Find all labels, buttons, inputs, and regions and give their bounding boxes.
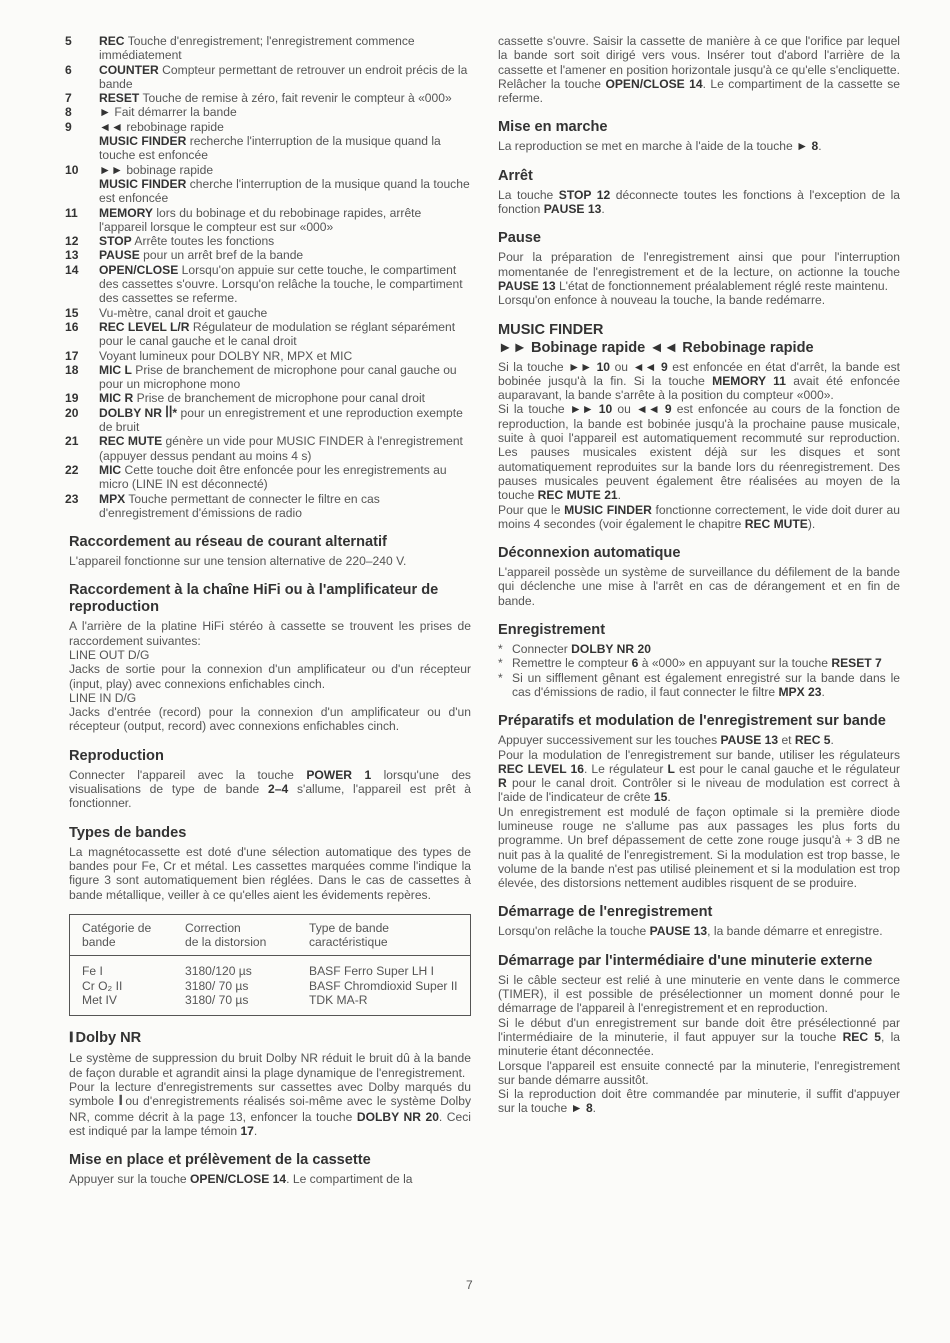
timer-p4: Si la reproduction doit être commandée par minuterie, il suffit d'appuyer sur la touche ► 8. <box>498 1087 900 1116</box>
item-number: 17 <box>65 348 79 363</box>
stop-text: La touche STOP 12 déconnecte toutes les fonctions à l'exception de la fonction PAUSE 13. <box>498 187 900 217</box>
list-item: * Si un sifflement gênant est également enregistré sur la bande dans le cas d'émissions de radio, il faut connecter le filtre MPX 23. <box>498 671 900 700</box>
pause-text-2: Lorsqu'on enfonce à nouveau la touche, la bande redémarre. <box>498 293 826 308</box>
item-number: 12 <box>65 234 79 249</box>
hifi-p5: Jacks d'entrée (record) pour la connexion d'un amplificateur ou d'un récepteur (output, record) avec connexions enfichables cinch. <box>69 705 471 734</box>
item-term: MPX <box>99 491 126 506</box>
item-number: 9 <box>65 119 72 134</box>
tape-types-text: La magnétocassette est doté d'une sélection automatique des types de bandes pour Fe, Cr et métal. Les cassettes marquées comme l'indique la figure 3 sont automatiquement bien réglées. Dans le cas de cassettes à bande métallique, veiller à ce qu'elles aient les évidements repères. <box>69 844 471 902</box>
item-term: MUSIC FINDER <box>99 176 187 191</box>
item-text: Prise de branchement de microphone pour canal droit <box>133 391 426 406</box>
timer-p2: Si le début d'un enregistrement sur bande doit être présélectionné par l'intermédiaire de la minuterie, il faut appuyer sur la touche REC 5, la minuterie étant déconnectée. <box>498 1015 900 1059</box>
hifi-line-in: LINE IN D/G <box>69 690 137 705</box>
heading-tape-types: Types de bandes <box>69 824 187 841</box>
list-item: * Remettre le compteur 6 à «000» en appuyant sur la touche RESET 7 <box>498 656 900 670</box>
list-item <box>65 462 471 492</box>
left-column <box>65 34 471 1187</box>
heading-pause: Pause <box>498 230 541 247</box>
timer-p3: Lorsque l'appareil est ensuite connecté par la minuterie, l'enregistrement sur bande démarre aussitôt. <box>498 1058 900 1087</box>
item-number: 14 <box>65 262 79 277</box>
heading-auto-off: Déconnexion automatique <box>498 545 681 562</box>
heading-timer: Démarrage par l'intermédiaire d'une minuterie externe <box>498 952 873 969</box>
item-term: MIC L <box>99 362 132 377</box>
list-item <box>65 119 471 134</box>
heading-recording: Enregistrement <box>498 622 606 639</box>
auto-off-text: L'appareil possède un système de surveillance du défilement de la bande qui déclenche une mise à l'arrêt en cas de dérangement et en fin de bande. <box>498 565 900 608</box>
heading-stop: Arrêt <box>498 167 533 184</box>
table-header <box>70 915 470 957</box>
table-row: Cr O₂ II 3180/ 70 µs BASF Chromdioxid Super II <box>82 978 458 993</box>
preparation-p1: Appuyer successivement sur les touches PAUSE 13 et REC 5. <box>498 733 834 748</box>
list-item <box>69 134 471 163</box>
item-term: ►► <box>99 162 123 177</box>
cassette-text: Appuyer sur la touche OPEN/CLOSE 14. Le compartiment de la <box>69 1172 413 1187</box>
header-type: Type de bande caractéristique <box>309 920 390 950</box>
dolby-p1: Le système de suppression du bruit Dolby NR réduit le bruit dû à la bande de façon durable et agrandit ainsi la plage dynamique de l'enregistrement. <box>69 1051 471 1080</box>
item-text: pour un enregistrement et une reproduction exempte de bruit <box>99 405 463 435</box>
list-item <box>65 248 471 263</box>
list-item <box>65 319 471 349</box>
item-number: 13 <box>65 248 79 263</box>
list-item <box>65 305 471 320</box>
hifi-p3: Jacks de sortie pour la connexion d'un amplificateur ou d'un récepteur (input, play) avec connexions enfichables cinch. <box>69 662 471 691</box>
item-term: MEMORY <box>99 205 153 220</box>
item-number: 10 <box>65 162 79 177</box>
music-finder-p1: Si la touche ►► 10 ou ◄◄ 9 est enfoncée en état d'arrêt, la bande est bobinée jusqu'à la fin. Si la touche MEMORY 11 avait été enfoncée auparavant, la bande s'arrête à la position du compteur «000». <box>498 359 900 403</box>
item-number: 15 <box>65 305 79 320</box>
music-finder-p3: Pour que le MUSIC FINDER fonctionne correctement, le vide doit durer au moins 4 secondes (voir également le chapitre REC MUTE). <box>498 502 901 531</box>
dolby-icon: ꟾꟾ <box>118 1096 121 1109</box>
list-item <box>65 34 471 63</box>
start-text: La reproduction se met en marche à l'aide de la touche ► 8. <box>498 139 822 154</box>
list-item <box>65 105 471 120</box>
list-item <box>65 434 471 463</box>
item-text: cherche l'interruption de la musique quand la touche est enfoncée <box>99 176 470 206</box>
table-row: Fe I 3180/120 µs BASF Ferro Super LH I <box>82 964 435 979</box>
item-text: Fait démarrer la bande <box>110 105 237 120</box>
list-item <box>69 177 471 206</box>
controls-list <box>65 34 471 520</box>
item-term: DOLBY NR ꟾꟾ* <box>99 405 178 420</box>
list-item <box>65 91 471 106</box>
item-text: Prise de branchement de microphone pour canal gauche ou pour un microphone mono <box>99 362 457 392</box>
heading-mains: Raccordement au réseau de courant alternatif <box>69 534 387 551</box>
timer-p1: Si le câble secteur est relié à une minuterie en vente dans le commerce (TIMER), il est possible de présélectionner un moment donné pour le démarrage de l'appareil à l'enregistrement et en reproduction. <box>498 972 900 1016</box>
item-term: MIC R <box>99 391 134 406</box>
item-number: 20 <box>65 405 79 420</box>
item-number: 18 <box>65 362 79 377</box>
item-term: REC MUTE <box>99 434 163 449</box>
item-number: 7 <box>65 91 72 106</box>
right-column <box>498 34 900 1116</box>
heading-cassette: Mise en place et prélèvement de la cassette <box>69 1152 371 1169</box>
item-number: 23 <box>65 491 79 506</box>
item-term: MUSIC FINDER <box>99 134 187 149</box>
item-term: ► <box>99 105 111 120</box>
item-text: Arrête toutes les fonctions <box>131 234 275 249</box>
item-text: recherche l'interruption de la musique quand la touche est enfoncée <box>99 134 441 163</box>
dolby-icon: ꟾꟾ <box>69 1033 72 1046</box>
table-row: Met IV 3180/ 70 µs TDK MA-R <box>82 993 368 1008</box>
heading-start: Mise en marche <box>498 119 608 136</box>
item-term: MIC <box>99 462 122 477</box>
item-text: rebobinage rapide <box>122 119 224 134</box>
music-finder-p2: Si la touche ►► 10 ou ◄◄ 9 est enfoncée au cours de la fonction de reproduction, la bande est bobinée jusqu'à la prochaine pause musicale, suite à quoi l'appareil est automatiquement recommuté sur reproduction. Les pauses musicales existent déjà sur les disques et sont automatiquement reproduites sur la bande lors du réenregistrement. Des pauses musicales peuvent également être réalisées au moyen de la touche REC MUTE 21. <box>498 402 900 503</box>
pause-text: Pour la préparation de l'enregistrement ainsi que pour l'interruption momentanée de l'enregistrement et de la lecture, on actionne la touche PAUSE 13 L'état de fonctionnement préalablement réglé reste maintenu. <box>498 250 900 293</box>
recording-start-text: Lorsqu'on relâche la touche PAUSE 13, la bande démarre et enregistre. <box>498 924 883 939</box>
preparation-p3: Un enregistrement est modulé de façon optimale si la première diode lumineuse rouge ne s'allume pas aux passages les plus forts du programme. Un bref dépassement de cette zone rouge jusqu'à + 3 dB ne nuit pas à la qualité de l'enregistrement. Si la modulation est trop basse, le volume de la bande n'est pas utilisé pleinement et si la modulation est trop élevée, des distorsions nettement audibles risquent de se produire. <box>498 804 900 891</box>
item-term: ◄◄ <box>99 119 123 134</box>
item-text: Touche d'enregistrement; l'enregistrement commence immédiatement <box>99 34 415 63</box>
heading-reproduction: Reproduction <box>69 747 164 764</box>
list-item: * Connecter DOLBY NR 20 <box>498 642 900 656</box>
reproduction-text: Connecter l'appareil avec la touche POWER 1 lorsqu'une des visualisations de type de bande 2–4 s'allume, l'appareil est prêt à fonctionner. <box>69 767 471 811</box>
tape-types-table <box>69 914 471 1016</box>
item-term: OPEN/CLOSE <box>99 262 179 277</box>
item-number: 5 <box>65 34 72 48</box>
item-text: Régulateur de modulation se réglant séparément pour le canal gauche et le canal droit <box>99 319 456 349</box>
header-correction: Correction de la distorsion <box>185 920 267 950</box>
item-text: Touche permettant de connecter le filtre en cas d'enregistrement d'émissions de radio <box>99 491 380 520</box>
item-number: 6 <box>65 62 72 77</box>
mains-text: L'appareil fonctionne sur une tension alternative de 220–240 V. <box>69 554 407 569</box>
heading-winding: ►► Bobinage rapide ◄◄ Rebobinage rapide <box>498 339 814 356</box>
preparation-p2: Pour la modulation de l'enregistrement sur bande, utiliser les régulateurs REC LEVEL 16. Le régulateur L est pour le canal gauche et le régulateur R pour le canal droit. Contrôler si le niveau de modulation est correct à l'aide de l'indicateur de crête 15. <box>498 747 900 805</box>
list-item <box>65 348 471 363</box>
item-text: génère un vide pour MUSIC FINDER à l'enregistrement (appuyer dessus pendant au moins 4 s) <box>99 434 463 463</box>
list-item <box>65 205 471 235</box>
item-term: COUNTER <box>99 62 159 77</box>
list-item <box>65 491 471 521</box>
item-term: RESET <box>99 91 140 106</box>
page-number: 7 <box>466 1278 473 1292</box>
item-number: 22 <box>65 462 79 477</box>
heading-music-finder: MUSIC FINDER <box>498 321 604 338</box>
cassette-text-continued: cassette s'ouvre. Saisir la cassette de manière à ce que l'orifice par lequel la bande sort soit dirigé vers vous. Insérer tout d'abord l'arrière de la cassette et l'amener en position horizontale jusqu'à ce qu'elle s'encliquette. Relâcher la touche OPEN/CLOSE 14. Le compartiment de la cassette se referme. <box>498 34 900 106</box>
list-item <box>65 362 471 392</box>
heading-hifi: Raccordement à la chaîne HiFi ou à l'amplificateur de reproduction <box>69 582 439 616</box>
item-term: REC LEVEL L/R <box>99 319 190 334</box>
item-text: bobinage rapide <box>122 162 214 177</box>
item-number: 16 <box>65 319 79 334</box>
item-number: 21 <box>65 434 79 449</box>
heading-preparation: Préparatifs et modulation de l'enregistrement sur bande <box>498 713 886 730</box>
item-text: Voyant lumineux pour DOLBY NR, MPX et MIC <box>99 348 353 363</box>
item-term: STOP <box>99 234 132 249</box>
hifi-line-out: LINE OUT D/G <box>69 647 150 662</box>
header-category: Catégorie de bande <box>82 920 152 950</box>
list-item <box>65 262 471 306</box>
item-text: Cette touche doit être enfoncée pour les enregistrements au micro (LINE IN est déconnecté) <box>99 462 447 492</box>
hifi-p1: A l'arrière de la platine HiFi stéréo à cassette se trouvent les prises de raccordement suivantes: <box>69 619 471 648</box>
item-text: lors du bobinage et du rebobinage rapides, arrête l'appareil lorsque le compteur est sur «000» <box>99 205 422 234</box>
heading-dolby: ꟾꟾ Dolby NR <box>69 1030 142 1047</box>
list-item <box>65 234 471 249</box>
item-text: pour un arrêt bref de la bande <box>139 248 304 263</box>
list-item <box>65 162 471 177</box>
list-item <box>65 391 471 406</box>
item-text: Vu-mètre, canal droit et gauche <box>99 305 268 320</box>
item-text: Compteur permettant de retrouver un endroit précis de la bande <box>99 62 468 91</box>
dolby-p2: Pour la lecture d'enregistrements sur cassettes avec Dolby marqués du symbole ꟾꟾ ou d'enregistrements réalisés soi-même avec le système Dolby NR, comme décrit à la page 13, enfoncer la touche DOLBY NR 20. Ceci est indiqué par la lampe témoin 17. <box>69 1079 471 1138</box>
item-text: Touche de remise à zéro, fait revenir le compteur à «000» <box>139 91 452 106</box>
list-item <box>65 405 471 435</box>
list-item <box>65 62 471 92</box>
item-text: Lorsqu'on appuie sur cette touche, le compartiment des cassettes s'ouvre. Lorsqu'on relâche la touche, le compartiment des cassettes se referme. <box>99 262 463 306</box>
item-term: PAUSE <box>99 248 140 263</box>
heading-recording-start: Démarrage de l'enregistrement <box>498 904 713 921</box>
item-number: 8 <box>65 105 72 120</box>
item-number: 19 <box>65 391 79 406</box>
item-term: REC <box>99 34 125 48</box>
item-number: 11 <box>65 205 78 220</box>
